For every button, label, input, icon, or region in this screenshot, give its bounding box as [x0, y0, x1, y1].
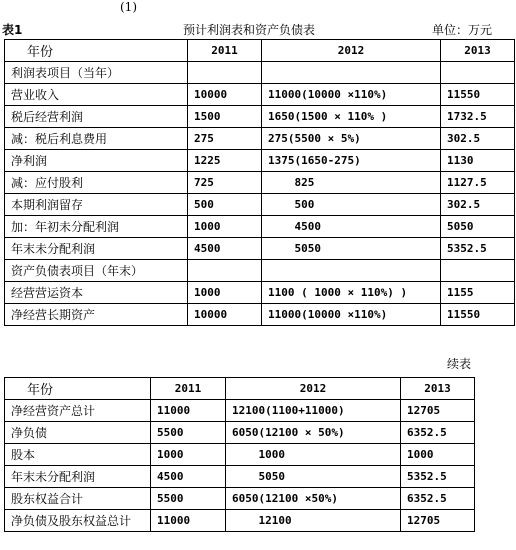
value-cell: 5050 [226, 466, 401, 488]
column-header: 2013 [401, 378, 475, 400]
row-label: 资产负债表项目（年末） [5, 260, 188, 282]
value-cell: 275(5500 × 5%) [262, 128, 441, 150]
value-cell: 5500 [151, 422, 226, 444]
value-cell: 12100 [226, 510, 401, 532]
value-cell: 5050 [441, 216, 515, 238]
value-cell: 1000 [151, 444, 226, 466]
value-cell: 4500 [262, 216, 441, 238]
value-cell [441, 260, 515, 282]
table-row [5, 106, 515, 128]
value-cell: 11000 [151, 400, 226, 422]
value-cell: 1000 [226, 444, 401, 466]
value-cell: 11550 [441, 84, 515, 106]
value-cell: 5352.5 [401, 466, 475, 488]
table-title: 预计利润表和资产负债表 [183, 23, 316, 37]
table-row [5, 400, 475, 422]
column-header: 2012 [262, 40, 441, 62]
value-cell: 11000(10000 ×110%) [262, 304, 441, 326]
row-label: 净经营长期资产 [5, 304, 188, 326]
continued-table [4, 377, 475, 532]
value-cell: 1500 [188, 106, 262, 128]
value-cell: 12705 [401, 400, 475, 422]
value-cell: 1127.5 [441, 172, 515, 194]
continued-label: 续表 [447, 357, 472, 371]
value-cell: 6352.5 [401, 488, 475, 510]
value-cell: 11000 [151, 510, 226, 532]
column-header-year: 年份 [5, 40, 188, 62]
table-row [5, 194, 515, 216]
value-cell: 500 [188, 194, 262, 216]
value-cell: 1130 [441, 150, 515, 172]
row-label: 减：税后利息费用 [5, 128, 188, 150]
row-label: 股本 [5, 444, 151, 466]
row-label: 年末未分配利润 [5, 466, 151, 488]
table-row [5, 172, 515, 194]
value-cell [262, 62, 441, 84]
value-cell [441, 62, 515, 84]
forecast-statements-table [4, 39, 515, 326]
value-cell: 500 [262, 194, 441, 216]
table-row [5, 84, 515, 106]
value-cell: 5500 [151, 488, 226, 510]
value-cell: 302.5 [441, 128, 515, 150]
table-row [5, 488, 475, 510]
value-cell: 1000 [188, 216, 262, 238]
value-cell: 5050 [262, 238, 441, 260]
value-cell [188, 260, 262, 282]
value-cell: 1650(1500 × 110% ) [262, 106, 441, 128]
value-cell: 6050(12100 × 50%) [226, 422, 401, 444]
table-row [5, 422, 475, 444]
value-cell [262, 260, 441, 282]
row-label: 税后经营利润 [5, 106, 188, 128]
table-row [5, 282, 515, 304]
value-cell: 302.5 [441, 194, 515, 216]
table-row [5, 510, 475, 532]
header-row [5, 40, 515, 62]
row-label: 营业收入 [5, 84, 188, 106]
value-cell: 4500 [151, 466, 226, 488]
row-label: 本期利润留存 [5, 194, 188, 216]
table-row [5, 128, 515, 150]
row-label: 减：应付股利 [5, 172, 188, 194]
value-cell: 275 [188, 128, 262, 150]
row-label: 年末未分配利润 [5, 238, 188, 260]
row-label: 利润表项目（当年） [5, 62, 188, 84]
column-header: 2013 [441, 40, 515, 62]
value-cell: 1100 ( 1000 × 110%) ) [262, 282, 441, 304]
table-row [5, 150, 515, 172]
table-number-label: 表1 [2, 23, 23, 37]
table-row [5, 304, 515, 326]
row-label: 股东权益合计 [5, 488, 151, 510]
value-cell: 5352.5 [441, 238, 515, 260]
value-cell: 12100(1100+11000) [226, 400, 401, 422]
value-cell: 725 [188, 172, 262, 194]
value-cell: 11000(10000 ×110%) [262, 84, 441, 106]
table-row [5, 444, 475, 466]
row-label: 经营营运资本 [5, 282, 188, 304]
header-row [5, 378, 475, 400]
value-cell: 6050(12100 ×50%) [226, 488, 401, 510]
row-label: 加：年初未分配利润 [5, 216, 188, 238]
value-cell: 4500 [188, 238, 262, 260]
value-cell: 10000 [188, 84, 262, 106]
value-cell: 825 [262, 172, 441, 194]
column-header: 2011 [188, 40, 262, 62]
value-cell: 1000 [188, 282, 262, 304]
value-cell: 6352.5 [401, 422, 475, 444]
value-cell: 1155 [441, 282, 515, 304]
value-cell: 11550 [441, 304, 515, 326]
column-header: 2011 [151, 378, 226, 400]
value-cell: 1375(1650-275) [262, 150, 441, 172]
value-cell: 12705 [401, 510, 475, 532]
value-cell: 1732.5 [441, 106, 515, 128]
table-row [5, 260, 515, 282]
value-cell: 1225 [188, 150, 262, 172]
row-label: 净负债 [5, 422, 151, 444]
row-label: 净经营资产总计 [5, 400, 151, 422]
value-cell [188, 62, 262, 84]
table-row [5, 216, 515, 238]
note-label: (1) [120, 0, 137, 14]
row-label: 净负债及股东权益总计 [5, 510, 151, 532]
table-row [5, 466, 475, 488]
column-header: 2012 [226, 378, 401, 400]
row-label: 净利润 [5, 150, 188, 172]
table-row [5, 238, 515, 260]
table-row [5, 62, 515, 84]
value-cell: 1000 [401, 444, 475, 466]
value-cell: 10000 [188, 304, 262, 326]
unit-label: 单位：万元 [432, 23, 493, 37]
column-header-year: 年份 [5, 378, 151, 400]
